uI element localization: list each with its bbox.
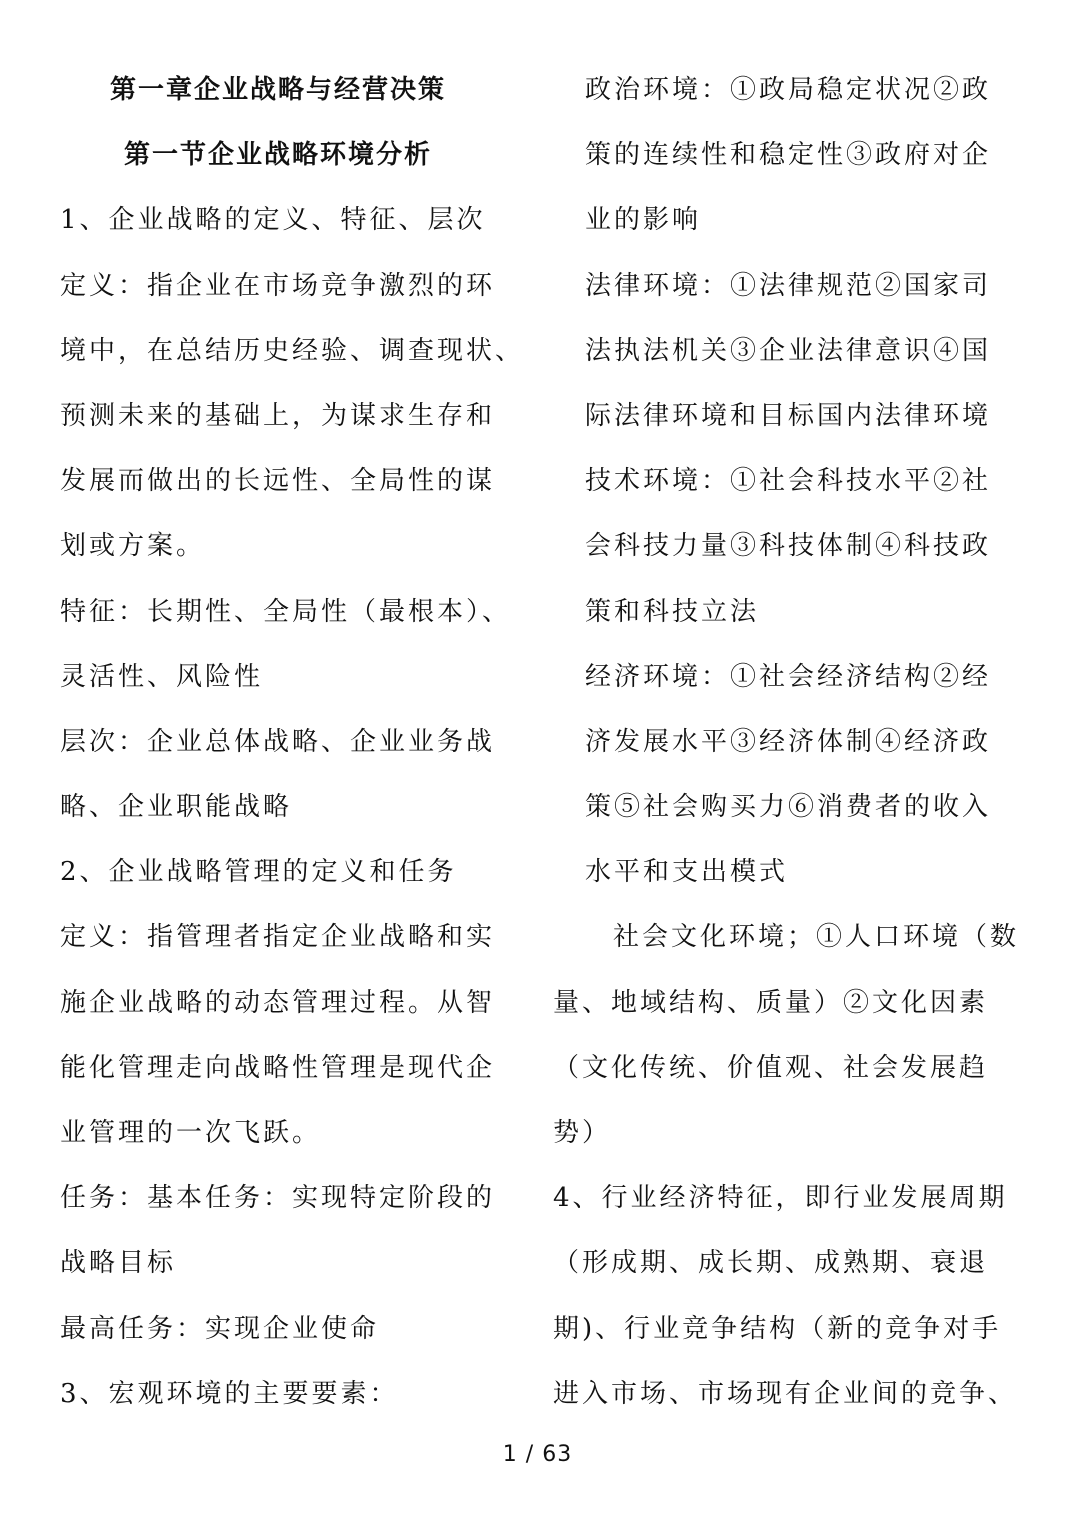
text-line: 业管理的一次飞跃。 [60,1118,322,1148]
text-line: 境中，在总结历史经验、调查现状、 [60,335,525,366]
chapter-title: 第一章企业战略与经营决策 [110,75,447,105]
text-line: 政治环境：①政局稳定状况②政 [585,75,992,105]
text-line: 定义：指企业在市场竞争激烈的环 [60,270,496,301]
text-line: 水平和支出模式 [585,857,789,888]
section-title: 第一节企业战略环境分析 [124,140,433,171]
text-line: 经济环境：①社会经济结构②经 [585,661,992,692]
item-heading: 1、企业战略的定义、特征、层次 [60,205,486,236]
text-line: 策⑤社会购买力⑥消费者的收入 [585,792,992,823]
text-line: 法律环境：①法律规范②国家司 [585,270,992,301]
text-line: 量、地域结构、质量）②文化因素 [553,987,989,1018]
text-line: 特征：长期性、全局性（最根本）、 [60,596,512,627]
text-line: （文化传统、价值观、社会发展趋 [553,1052,989,1083]
text-line: （形成期、成长期、成熟期、衰退 [553,1248,989,1279]
text-line: 预测未来的基础上，为谋求生存和 [60,400,496,431]
text-line: 最高任务：实现企业使命 [60,1313,380,1344]
right-column [553,58,1023,1427]
text-line: 略、企业职能战略 [60,792,293,823]
text-line: 策的连续性和稳定性③政府对企 [585,140,992,171]
text-line: 技术环境：①社会科技水平②社 [585,466,992,497]
text-line: 进入市场、市场现有企业间的竞争、 [553,1378,1018,1409]
text-line: 济发展水平③经济体制④经济政 [585,726,992,757]
text-line: 策和科技立法 [585,596,760,627]
text-line: 社会文化环境；①人口环境（数 [613,922,1020,953]
text-line: 灵活性、风险性 [60,661,264,692]
text-line: 期)、行业竞争结构（新的竞争对手 [553,1313,1002,1344]
item-heading: 3、宏观环境的主要要素： [60,1378,399,1409]
text-line: 法执法机关③企业法律意识④国 [585,335,992,366]
text-line: 战略目标 [60,1248,177,1279]
text-line: 任务：基本任务：实现特定阶段的 [60,1183,496,1214]
text-line: 际法律环境和目标国内法律环境 [585,400,992,431]
text-line: 势） [553,1118,612,1148]
page-number: 1 / 63 [502,1442,573,1467]
text-line: 层次：企业总体战略、企业业务战 [60,726,496,757]
text-line: 能化管理走向战略性管理是现代企 [60,1052,496,1083]
left-column [60,58,525,1427]
text-line: 会科技力量③科技体制④科技政 [585,531,992,562]
text-line: 业的影响 [585,205,702,236]
text-line: 发展而做出的长远性、全局性的谋 [60,466,496,497]
item-heading: 2、企业战略管理的定义和任务 [60,857,457,888]
text-line: 施企业战略的动态管理过程。从智 [60,987,496,1018]
text-line: 定义：指管理者指定企业战略和实 [60,922,496,953]
item-heading: 4、行业经济特征，即行业发展周期 [553,1183,1008,1214]
text-line: 划或方案。 [60,531,206,562]
